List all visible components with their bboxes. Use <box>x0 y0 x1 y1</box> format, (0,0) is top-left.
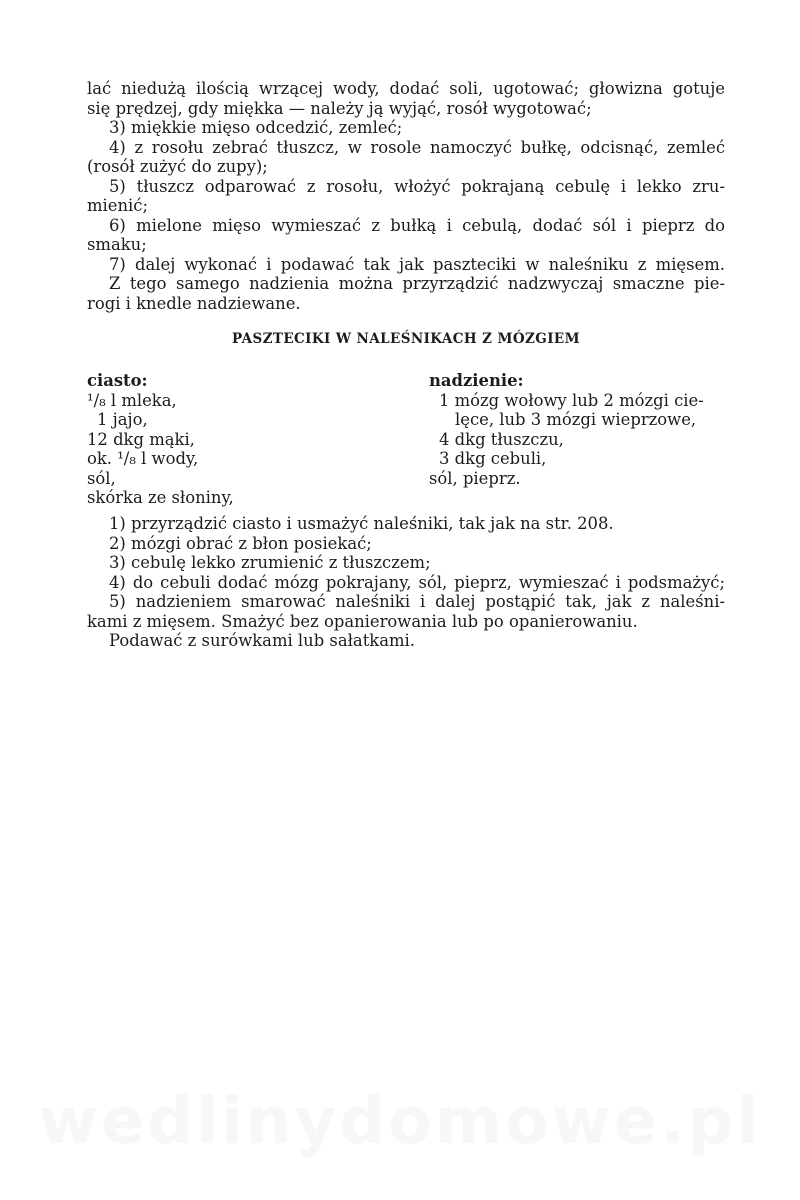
ingredient-item: skórka ze słoniny, <box>87 488 234 507</box>
recipe-title: PASZTECIKI W NALEŚNIKACH Z MÓZGIEM <box>232 331 580 347</box>
filling-ingredients <box>429 371 704 488</box>
step-line: 4) z rosołu zebrać tłuszcz, w rosole namoczyć bułkę, odcisnąć, zemleć <box>109 137 725 157</box>
ingredient-item: ok. ¹/₈ l wody, <box>87 449 199 468</box>
step-line: 5) tłuszcz odparować z rosołu, włożyć pokrajaną cebulę i lekko zru- <box>109 176 725 196</box>
step-line: smaku; <box>87 235 147 254</box>
paragraph-line: Z tego samego nadzienia można przyrządzić nadzwyczaj smaczne pie- <box>109 274 725 293</box>
step-line: 4) do cebuli dodać mózg pokrajany, sól, pieprz, wymieszać i podsmażyć; <box>109 572 725 592</box>
watermark: wedlinydomowe.pl <box>38 1085 762 1159</box>
ingredient-item: 12 dkg mąki, <box>87 429 195 449</box>
step-line: 3) miękkie mięso odcedzić, zemleć; <box>109 118 403 137</box>
step-line: 3) cebulę lekko zrumienić z tłuszczem; <box>109 553 431 572</box>
ingredient-item: 3 dkg cebuli, <box>439 449 547 468</box>
recipe-steps <box>87 514 725 651</box>
step-line: kami z mięsem. Smażyć bez opanierowania lub po opanierowaniu. <box>87 611 638 631</box>
step-line: 7) dalej wykonać i podawać tak jak paszteciki w naleśniku z mięsem. <box>109 254 725 274</box>
step-line: (rosół zużyć do zupy); <box>87 157 268 176</box>
step-line: mienić; <box>87 196 148 215</box>
serving-note: Podawać z surówkami lub sałatkami. <box>109 631 415 650</box>
ingredient-item: sól, pieprz. <box>429 468 521 488</box>
previous-recipe-continuation <box>87 79 725 313</box>
paragraph-line: lać niedużą ilością wrzącej wody, dodać soli, ugotować; głowizna gotuje <box>87 79 725 98</box>
step-line: 5) nadzieniem smarować naleśniki i dalej postąpić tak, jak z naleśni- <box>109 592 725 611</box>
step-line: 1) przyrządzić ciasto i usmażyć naleśniki, tak jak na str. 208. <box>109 514 614 533</box>
dough-heading: ciasto: <box>87 371 148 390</box>
ingredient-item: sól, <box>87 468 116 488</box>
ingredient-item: 1 mózg wołowy lub 2 mózgi cie- <box>439 390 704 410</box>
ingredient-item: 4 dkg tłuszczu, <box>439 429 564 449</box>
step-line: 6) mielone mięso wymieszać z bułką i cebulą, dodać sól i pieprz do <box>109 215 725 235</box>
paragraph-line: się prędzej, gdy miękka — należy ją wyjąć, rosół wygotować; <box>87 98 592 118</box>
ingredient-item: lęce, lub 3 mózgi wieprzowe, <box>455 410 697 429</box>
paragraph-line: rogi i knedle nadziewane. <box>87 293 301 313</box>
step-line: 2) mózgi obrać z błon posiekać; <box>109 533 372 553</box>
ingredient-item: 1 jajo, <box>97 410 148 429</box>
filling-heading: nadzienie: <box>429 371 524 390</box>
dough-ingredients <box>87 371 234 508</box>
ingredient-item: ¹/₈ l mleka, <box>87 390 177 410</box>
